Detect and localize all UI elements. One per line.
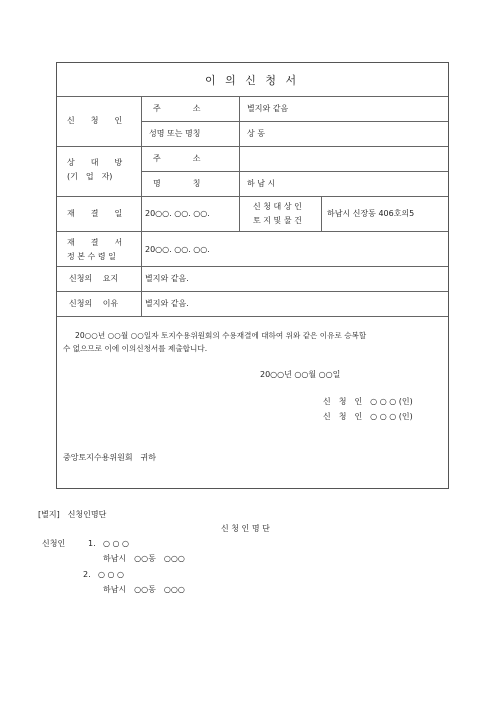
ruling-date-label: 재 결 일: [67, 209, 123, 218]
col-divider: [239, 196, 240, 231]
row-divider: [57, 196, 448, 197]
addressee: 중앙토지수용위원회 귀하: [63, 453, 157, 462]
target-land-label: 신 청 대 상 인: [253, 202, 302, 211]
signer-2: 신 청 인 ○ ○ ○ (인): [323, 412, 413, 421]
applicant-address-value: 별지와 같음: [247, 104, 289, 113]
entry-1-name: ○ ○ ○: [103, 539, 130, 548]
counterpart-address-label: 주 소: [153, 154, 201, 163]
form-title: 이 의 신 청 서: [205, 74, 300, 87]
col-divider: [141, 96, 142, 316]
attachment-title: 신 청 인 명 단: [221, 524, 270, 533]
objection-form: [56, 62, 449, 489]
col-divider: [321, 196, 322, 231]
target-land-value: 하남시 신장동 406호의5: [327, 209, 415, 218]
receipt-date-label: 재 결 서: [67, 238, 123, 247]
attachment-header: [별지] 신청인명단: [38, 510, 107, 519]
counterpart-label: 상 대 방: [67, 158, 123, 167]
entry-1-number: 1.: [88, 539, 96, 548]
declaration-line-1: 20○○년 ○○월 ○○일자 토지수용위원회의 수용재결에 대하여 위와 같은 이유로 승복할: [75, 331, 367, 340]
attachment-applicant-label: 신청인: [42, 539, 66, 548]
entry-2-address: 하남시 ○○동 ○○○: [103, 585, 185, 594]
row-divider: [57, 146, 448, 147]
entry-1-address: 하남시 ○○동 ○○○: [103, 554, 185, 563]
row-divider: [57, 266, 448, 267]
row-divider: [141, 171, 448, 172]
counterpart-label-sub: (기 업 자): [67, 172, 113, 181]
reason-value: 별지와 같음.: [145, 299, 189, 308]
row-divider: [57, 316, 448, 317]
receipt-date-label-sub: 정 본 수 령 일: [67, 252, 116, 261]
declaration-line-2: 수 없으므로 이에 이의신청서를 제출합니다.: [63, 344, 208, 353]
reason-label: 신청의 이유: [69, 299, 119, 308]
entry-2-name: ○ ○ ○: [98, 570, 125, 579]
applicant-address-label: 주 소: [153, 104, 201, 113]
applicant-label: 신 청 인: [67, 116, 123, 125]
summary-label: 신청의 요지: [69, 274, 119, 283]
signer-1: 신 청 인 ○ ○ ○ (인): [323, 397, 413, 406]
declaration-date: 20○○년 ○○월 ○○일: [260, 370, 341, 379]
counterpart-name-value: 하 남 시: [247, 179, 276, 188]
col-divider: [239, 96, 240, 196]
row-divider: [57, 291, 448, 292]
applicant-name-label: 성명 또는 명칭: [149, 129, 201, 138]
entry-2-number: 2.: [83, 570, 91, 579]
row-divider: [141, 121, 448, 122]
ruling-date-value: 20○○. ○○. ○○.: [145, 209, 210, 218]
target-land-label-sub: 토 지 및 물 건: [253, 216, 302, 225]
counterpart-name-label: 명 칭: [153, 179, 201, 188]
receipt-date-value: 20○○. ○○. ○○.: [145, 245, 210, 254]
applicant-name-value: 상 동: [247, 129, 265, 138]
row-divider: [57, 231, 448, 232]
row-divider: [57, 96, 448, 97]
summary-value: 별지와 같음.: [145, 274, 189, 283]
